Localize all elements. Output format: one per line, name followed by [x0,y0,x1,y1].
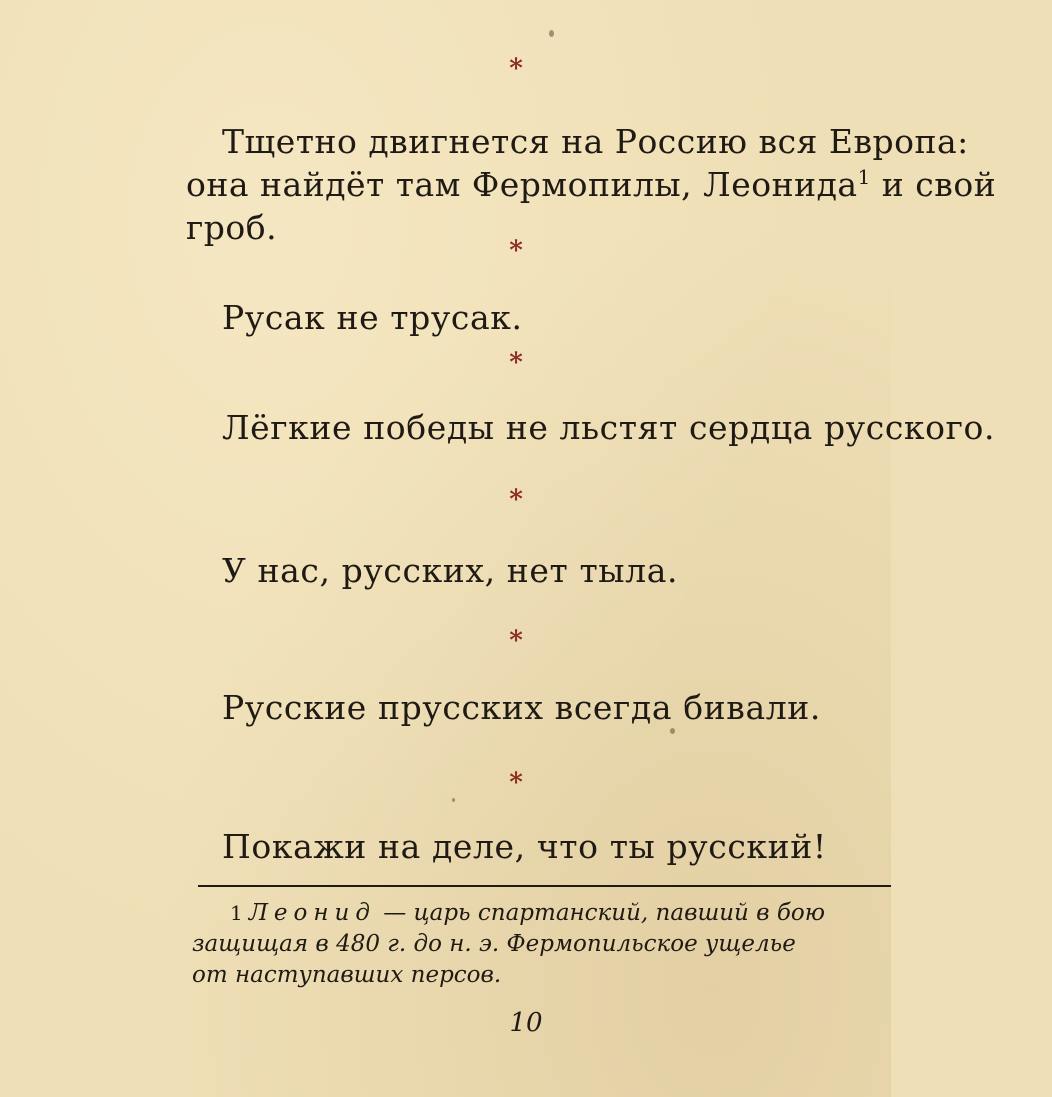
saying: Русак не трусак. [222,298,523,337]
footnote-line: защищая в 480 г. до н. э. Фермопильское ущелье [192,931,796,957]
separator-asterisk: * [509,768,523,798]
saying: Лёгкие победы не льстят сердца русского. [222,408,996,447]
ink-speck [452,798,455,802]
ink-speck [549,30,554,37]
page-number: 10 [509,1008,543,1038]
paragraph-line-text: гроб. [186,208,278,247]
paragraph-line [186,163,997,206]
separator-asterisk: * [509,485,523,515]
footnote-line [192,898,902,929]
footnote-text: — царь спартанский, павший в бою [375,900,826,926]
paragraph-line-text: она найдёт там Фермопилы, Леонида [186,165,858,204]
separator-asterisk: * [509,236,523,266]
footnote-mark: 1 [230,901,243,925]
paragraph-line [186,120,969,163]
footnote [192,898,902,991]
paragraph-line-text: Тщетно двигнется на Россию вся Европа: [222,122,969,161]
separator-asterisk: * [509,626,523,656]
footnote-name: Леонид [248,900,376,926]
paragraph-line-text: и свой [870,165,997,204]
separator-asterisk: * [509,54,523,84]
paragraph-europe [186,120,997,249]
footnote-line: от наступавших персов. [192,962,502,988]
saying: Русские прусских всегда бивали. [222,688,821,727]
footnote-reference: 1 [857,165,871,189]
footnote-divider [198,885,891,887]
saying: Покажи на деле, что ты русский! [222,827,827,866]
separator-asterisk: * [509,348,523,378]
saying: У нас, русских, нет тыла. [222,551,679,590]
